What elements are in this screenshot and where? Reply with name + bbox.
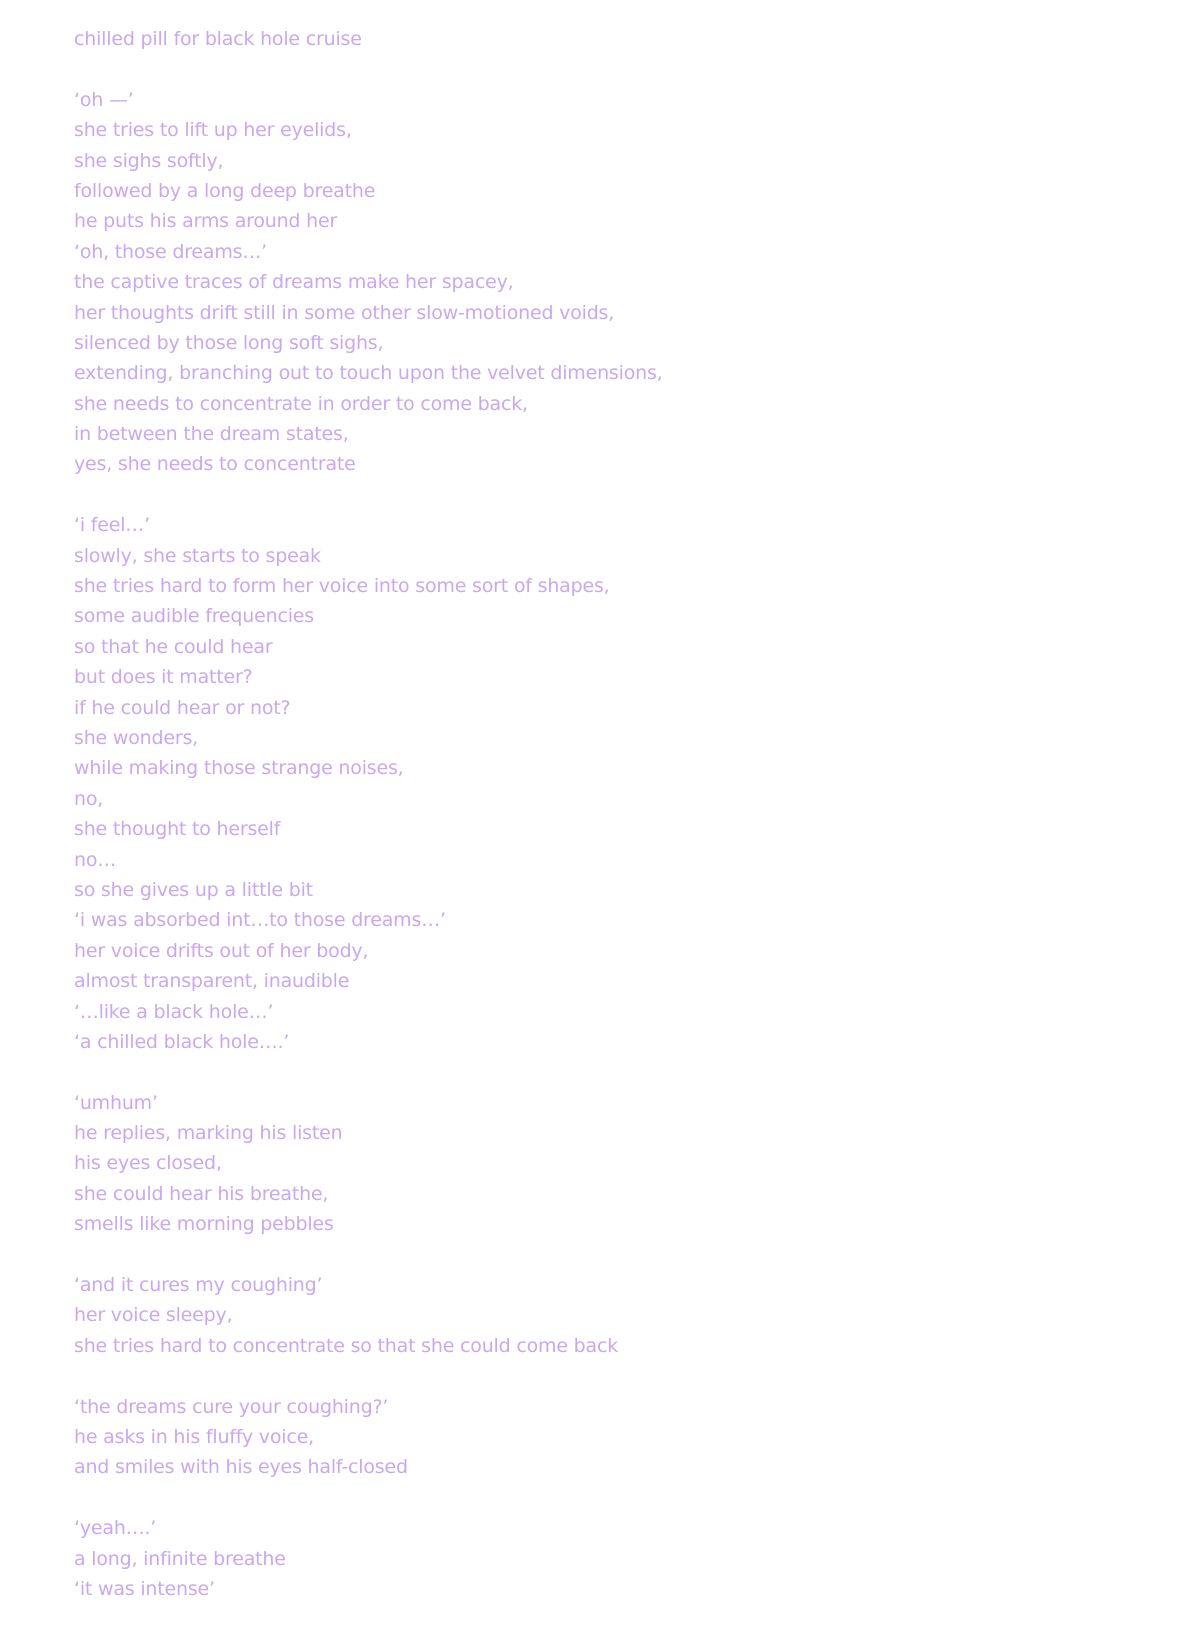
poem-line: he puts his arms around her [74, 210, 338, 233]
poem-line: ‘umhum’ [74, 1091, 158, 1114]
stanza-1 [74, 85, 663, 480]
stanza-gap [74, 1483, 663, 1513]
poem-line: no, [74, 787, 104, 810]
stanza-gap [74, 1240, 663, 1270]
poem-line: some audible frequencies [74, 605, 314, 628]
poem-line: she tries to lift up her eyelids, [74, 119, 352, 142]
stanza-6 [74, 1513, 663, 1604]
poem-line: he asks in his fluffy voice, [74, 1425, 314, 1448]
poem-line: almost transparent, inaudible [74, 970, 350, 993]
poem-line: silenced by those long soft sighs, [74, 331, 384, 354]
poem-line: she sighs softly, [74, 149, 224, 172]
poem-line: in between the dream states, [74, 423, 349, 446]
poem-document [74, 24, 663, 1604]
poem-title: chilled pill for black hole cruise [74, 28, 362, 50]
poem-line: ‘…like a black hole…’ [74, 1000, 274, 1023]
stanza-gap [74, 1057, 663, 1087]
stanza-3 [74, 1088, 663, 1240]
poem-line: no… [74, 848, 117, 871]
poem-line: ‘it was intense’ [74, 1577, 215, 1600]
poem-line: ‘i was absorbed int…to those dreams…’ [74, 909, 446, 932]
poem-line: ‘oh —’ [74, 88, 134, 111]
stanza-gap [74, 1361, 663, 1391]
poem-line: slowly, she starts to speak [74, 544, 321, 567]
poem-line: so she gives up a little bit [74, 878, 313, 901]
poem-line: ‘and it cures my coughing’ [74, 1274, 323, 1297]
poem-line: ‘oh, those dreams…’ [74, 240, 267, 263]
stanza-5 [74, 1392, 663, 1483]
poem-line: while making those strange noises, [74, 757, 404, 780]
poem-line: and smiles with his eyes half-closed [74, 1456, 408, 1479]
stanza-4 [74, 1270, 663, 1361]
poem-line: her thoughts drift still in some other slow-motioned voids, [74, 301, 615, 324]
poem-line: she tries hard to form her voice into some sort of shapes, [74, 575, 610, 598]
poem-line: yes, she needs to concentrate [74, 453, 356, 476]
poem-line: ‘i feel…’ [74, 514, 150, 537]
poem-line: she wonders, [74, 726, 198, 749]
poem-line: ‘the dreams cure your coughing?’ [74, 1395, 389, 1418]
poem-line: she could hear his breathe, [74, 1182, 329, 1205]
stanza-gap [74, 480, 663, 510]
poem-line: he replies, marking his listen [74, 1122, 343, 1145]
poem-line: followed by a long deep breathe [74, 179, 376, 202]
poem-line: she tries hard to concentrate so that she could come back [74, 1334, 618, 1357]
poem-line: her voice sleepy, [74, 1304, 233, 1327]
poem-line: so that he could hear [74, 635, 273, 658]
stanza-gap [74, 54, 663, 84]
poem-line: smells like morning pebbles [74, 1213, 334, 1236]
poem-line: ‘a chilled black hole….’ [74, 1030, 290, 1053]
poem-line: ‘yeah….’ [74, 1517, 157, 1540]
stanza-2 [74, 510, 663, 1057]
poem-line: if he could hear or not? [74, 696, 291, 719]
poem-line: she thought to herself [74, 818, 281, 841]
poem-line: a long, infinite breathe [74, 1547, 286, 1570]
poem-line: but does it matter? [74, 666, 253, 689]
poem-line: extending, branching out to touch upon the velvet dimensions, [74, 362, 663, 385]
poem-line: the captive traces of dreams make her spacey, [74, 271, 514, 294]
poem-line: her voice drifts out of her body, [74, 939, 369, 962]
poem-line: his eyes closed, [74, 1152, 222, 1175]
poem-line: she needs to concentrate in order to come back, [74, 392, 528, 415]
